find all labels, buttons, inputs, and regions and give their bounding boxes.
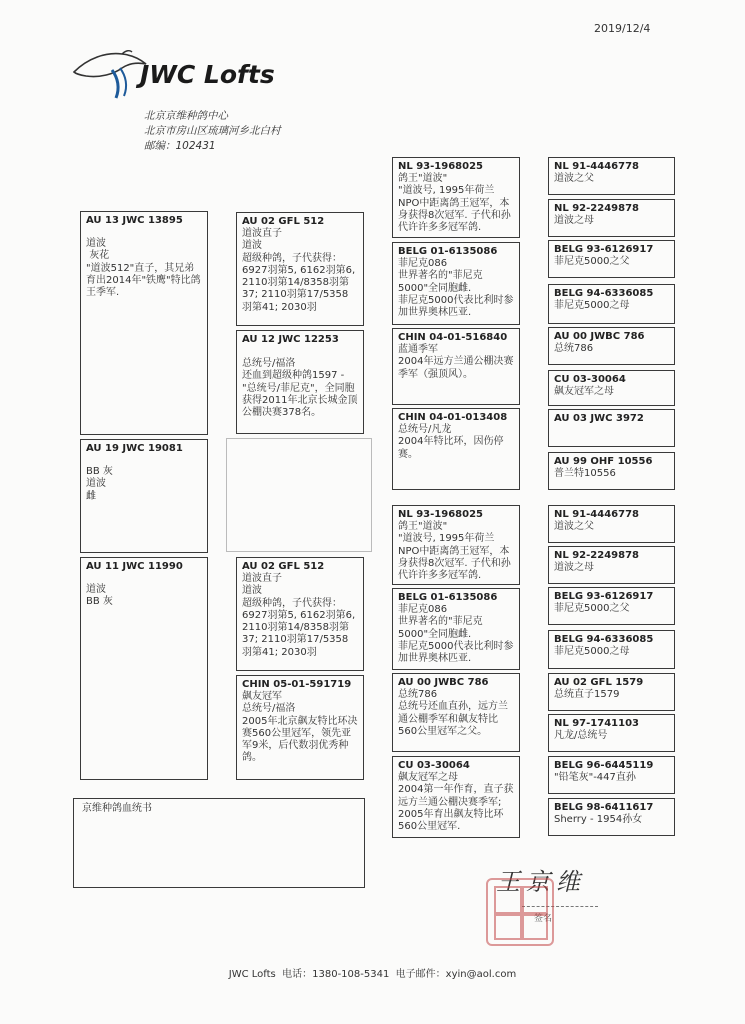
ggp-card: [548, 673, 675, 711]
gp-line: 世界著名的"菲尼克5000"全同胞雌.: [398, 270, 483, 294]
gp-ring: BELG 01-6135086: [398, 592, 498, 603]
ggp-line: 总统786: [554, 343, 594, 354]
ggp-ring: NL 92-2249878: [554, 550, 639, 561]
ggp-ring: AU 02 GFL 1579: [554, 677, 644, 688]
gp-line: 蓝通季军: [398, 344, 438, 355]
mate-line: 雌: [86, 490, 96, 502]
mate-card: [80, 439, 208, 553]
ggp-card: [548, 284, 675, 324]
gp-line: 总统786: [398, 689, 438, 700]
ggp-card: [548, 714, 675, 752]
ggp-card: [548, 546, 675, 584]
dam-card: [236, 330, 364, 434]
empty-card: [226, 438, 372, 552]
mate-sire-line: BB 灰: [86, 596, 113, 608]
ggp-line: Sherry - 1954孙女: [554, 814, 643, 825]
ggp-ring: BELG 94-6336085: [554, 634, 654, 645]
sire-line: 超级种鸽，子代获得：6927羽第5, 6162羽第6, 2110羽第14/8358羽第37; 2110羽第17/5358羽第41; 2030羽: [242, 252, 359, 313]
org-name: 北京京维种鸽中心: [144, 110, 228, 122]
ggp-ring: BELG 96-6445119: [554, 760, 654, 771]
dam-line: 总统号/福洛: [242, 358, 296, 369]
logo: [70, 44, 300, 104]
ggp-ring: AU 99 OHF 10556: [554, 456, 653, 467]
msire-ring: AU 02 GFL 512: [242, 561, 325, 572]
date: 2019/12/4: [594, 22, 651, 35]
dam-line: 还血到超级种鸽1597 - "总统号/菲尼克"，全同胞获得2011年北京长城金顶公棚决赛378名。: [242, 370, 358, 419]
subject-line: 灰花: [86, 250, 110, 262]
gp-line: 2004年特比环，因伤停赛。: [398, 436, 504, 460]
gp-line: 世界著名的"菲尼克5000"全同胞雌.: [398, 616, 483, 640]
gp-line: 总统号还血直孙，远方兰通公棚季军和飙友特比560公里冠军之父。: [398, 701, 508, 737]
ggp-line: 飙友冠军之母: [554, 386, 614, 397]
gp-line: "道波号, 1995年荷兰NPO中距离鸽王冠军，本身获得8次冠军. 子代和孙代许许多多冠军鸽.: [398, 185, 511, 234]
ggp-ring: AU 00 JWBC 786: [554, 331, 645, 342]
ggp-ring: CU 03-30064: [554, 374, 626, 385]
gp-line: 鸽王"道波": [398, 521, 448, 532]
gp-card: [392, 505, 520, 585]
mate-line: BB 灰: [86, 466, 113, 477]
gp-line: 2004第一年作育，直子获远方兰通公棚决赛季军; 2005年育出飙友特比环560公里冠军.: [398, 784, 514, 833]
ggp-line: 菲尼克5000之父: [554, 256, 630, 267]
gp-ring: NL 93-1968025: [398, 161, 483, 172]
ggp-card: [548, 409, 675, 447]
ggp-line: 道波之父: [554, 173, 594, 184]
gp-line: 飙友冠军之母: [398, 772, 458, 783]
gp-ring: CU 03-30064: [398, 760, 470, 771]
ggp-card: [548, 756, 675, 794]
ggp-ring: NL 91-4446778: [554, 161, 639, 172]
mdam-line: 总统号/福洛: [242, 703, 296, 715]
mdam-line: 飙友冠军: [242, 691, 282, 702]
ggp-line: 菲尼克5000之父: [554, 603, 630, 614]
gp-line: 菲尼克086: [398, 604, 448, 615]
ggp-card: [548, 199, 675, 237]
mdam-ring: CHIN 05-01-591719: [242, 679, 352, 690]
ggp-line: 凡龙/总统号: [554, 730, 608, 741]
gp-line: 菲尼克5000代表比利时参加世界奥林匹亚.: [398, 640, 514, 665]
logo-text: JWC Lofts: [140, 60, 275, 89]
ggp-ring: BELG 94-6336085: [554, 288, 654, 299]
ggp-card: [548, 452, 675, 490]
gp-card: [392, 673, 520, 752]
msire-line: 道波直子: [242, 573, 282, 584]
subject-line: "道波512"直子，其兄弟育出2014年"铁鹰"特比鸽王季军.: [86, 262, 201, 299]
ggp-ring: AU 03 JWC 3972: [554, 413, 644, 424]
subject-card: [80, 211, 208, 435]
gp-line: "道波号, 1995年荷兰NPO中距离鸽王冠军，本身获得8次冠军. 子代和孙代许许多多冠军鸽.: [398, 533, 511, 582]
sire-card: [236, 212, 364, 326]
subject-ring: AU 13 JWC 13895: [86, 215, 183, 226]
ggp-ring: BELG 98-6411617: [554, 802, 654, 813]
mate-line: 道波: [86, 478, 106, 490]
mate-sire-parent-card: [236, 557, 364, 671]
gp-ring: NL 93-1968025: [398, 509, 483, 520]
pigeon-logo-icon: [70, 44, 150, 100]
ggp-card: [548, 630, 675, 669]
msire-line: 超级种鸽，子代获得：6927羽第5, 6162羽第6, 2110羽第14/8358羽第37; 2110羽第17/5358羽第41; 2030羽: [242, 597, 359, 658]
ggp-card: [548, 327, 675, 365]
footer-contact: JWC Lofts 电话：1380-108-5341 电子邮件：xyin@aol.com: [228, 969, 517, 980]
ggp-ring: BELG 93-6126917: [554, 591, 654, 602]
mate-sire-card: [80, 557, 208, 780]
gp-ring: BELG 01-6135086: [398, 246, 498, 257]
sire-line: 道波直子: [242, 228, 282, 239]
gp-line: 鸽王"道波": [398, 173, 448, 184]
ggp-line: 总统直子1579: [554, 689, 620, 700]
mate-sire-line: 道波: [86, 584, 106, 595]
ggp-card: [548, 505, 675, 543]
subject-line: 道波: [86, 238, 106, 249]
ggp-line: 菲尼克5000之母: [554, 300, 630, 311]
ggp-ring: NL 97-1741103: [554, 718, 639, 729]
ggp-line: 道波之母: [554, 562, 594, 573]
mate-ring: AU 19 JWC 19081: [86, 443, 183, 454]
gp-ring: CHIN 04-01-516840: [398, 332, 508, 343]
sire-ring: AU 02 GFL 512: [242, 216, 325, 227]
ggp-ring: BELG 93-6126917: [554, 244, 654, 255]
gp-ring: AU 00 JWBC 786: [398, 677, 489, 688]
msire-line: 道波: [242, 585, 262, 597]
mdam-line: 2005年北京飙友特比环决赛560公里冠军，领先亚军9米，后代数羽优秀种鸽。: [242, 715, 358, 764]
gp-ring: CHIN 04-01-013408: [398, 412, 508, 423]
ggp-card: [548, 587, 675, 625]
ggp-ring: NL 92-2249878: [554, 203, 639, 214]
ggp-card: [548, 370, 675, 406]
mate-dam-parent-card: [236, 675, 364, 780]
ggp-card: [548, 240, 675, 278]
gp-line: 菲尼克5000代表比利时参加世界奥林匹亚.: [398, 294, 514, 319]
gp-line: 2004年远方兰通公棚决赛季军（强顶风）。: [398, 356, 514, 380]
gp-card: [392, 756, 520, 838]
ggp-line: 道波之父: [554, 521, 594, 532]
ggp-card: [548, 798, 675, 836]
notes-title: 京维种鸽血统书: [82, 803, 152, 814]
ggp-line: "铅笔灰"-447直孙: [554, 772, 636, 783]
mate-sire-ring: AU 11 JWC 11990: [86, 561, 183, 572]
seal-stamp-icon: [486, 878, 554, 946]
ggp-line: 普兰特10556: [554, 468, 616, 479]
gp-card: [392, 588, 520, 670]
ggp-line: 道波之母: [554, 215, 594, 226]
gp-line: 总统号/凡龙: [398, 424, 452, 435]
ggp-line: 菲尼克5000之母: [554, 646, 630, 657]
sire-line: 道波: [242, 240, 262, 252]
gp-card: [392, 157, 520, 238]
ggp-ring: NL 91-4446778: [554, 509, 639, 520]
org-address: 北京市房山区琉璃河乡北白村: [144, 125, 281, 137]
gp-line: 菲尼克086: [398, 258, 448, 269]
signature: 王京维: [496, 868, 586, 896]
ggp-card: [548, 157, 675, 195]
gp-card: [392, 328, 520, 405]
gp-card: [392, 242, 520, 325]
dam-ring: AU 12 JWC 12253: [242, 334, 339, 345]
notes-box: [73, 798, 365, 888]
org-postcode: 邮编：102431: [144, 140, 216, 152]
signature-label: 签名: [534, 914, 553, 924]
gp-card: [392, 408, 520, 490]
